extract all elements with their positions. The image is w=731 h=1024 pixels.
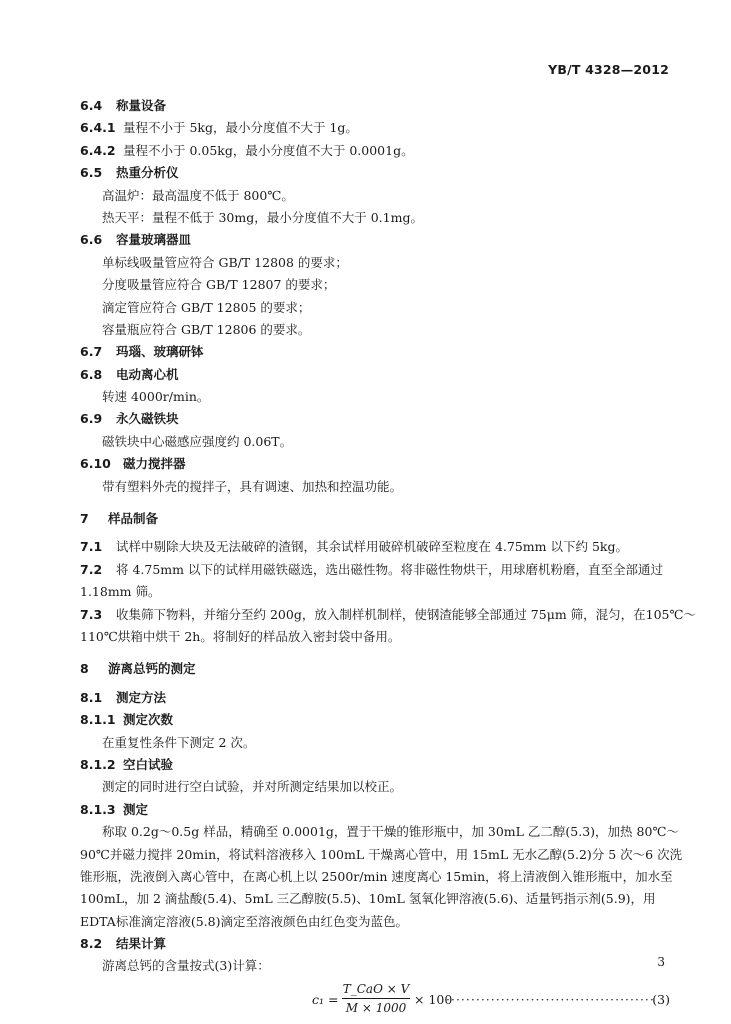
body-line: 100mL，加 2 滴盐酸(5.4)、5mL 三乙醇胺(5.5)、10mL 氢氧化钾溶液(5.6)、适量钙指示剂(5.9)，用 — [80, 891, 656, 907]
section-6-9 — [80, 408, 670, 430]
section-text: 量程不小于 5kg，最小分度值不大于 1g。 — [122, 120, 358, 136]
section-number: 6.4 — [80, 98, 103, 113]
section-title: 空白试验 — [122, 756, 173, 772]
section-title: 样品制备 — [107, 511, 158, 527]
section-number: 7.1 — [80, 539, 103, 555]
section-title: 磁力搅拌器 — [122, 456, 186, 472]
page-number: 3 — [657, 955, 665, 969]
section-number: 7.3 — [80, 606, 103, 622]
section-7 — [80, 508, 670, 530]
section-number: 8.1.1 — [80, 712, 116, 728]
section-number: 6.4.2 — [80, 142, 116, 158]
section-number: 8.1.2 — [80, 756, 116, 772]
section-title: 电动离心机 — [115, 366, 179, 382]
section-number: 6.8 — [80, 366, 103, 382]
section-title: 热重分析仪 — [115, 165, 179, 181]
section-6-5 — [80, 162, 670, 184]
section-8-1-3 — [80, 799, 670, 821]
section-6-4 — [80, 95, 670, 117]
document-id: YB/T 4328—2012 — [548, 62, 669, 77]
section-title: 测定次数 — [122, 712, 173, 728]
section-8-1 — [80, 687, 670, 709]
section-number: 6.9 — [80, 411, 103, 427]
equation-number: (3) — [652, 991, 670, 1007]
section-number: 8 — [80, 661, 89, 677]
section-8 — [80, 658, 670, 680]
section-title: 永久磁铁块 — [115, 411, 179, 427]
section-title: 称量设备 — [115, 98, 166, 113]
body-line: 带有塑料外壳的搅拌子，具有调速、加热和控温功能。 — [102, 478, 403, 494]
section-title: 容量玻璃器皿 — [115, 232, 191, 248]
section-number: 7.2 — [80, 561, 103, 577]
body-line: 110℃烘箱中烘干 2h。将制好的样品放入密封袋中备用。 — [80, 628, 401, 644]
body-line: EDTA标准滴定溶液(5.8)滴定至溶液颜色由红色变为蓝色。 — [80, 913, 408, 929]
section-6-4-1 — [80, 117, 670, 139]
body-line: 滴定管应符合 GB/T 12805 的要求； — [102, 299, 311, 315]
body-line: 游离总钙的含量按式(3)计算： — [102, 958, 270, 974]
section-title: 测定方法 — [115, 689, 166, 705]
body-line: 在重复性条件下测定 2 次。 — [102, 734, 256, 750]
section-number: 7 — [80, 511, 89, 527]
body-line: 1.18mm 筛。 — [80, 584, 161, 600]
section-number: 8.1 — [80, 689, 103, 705]
section-text: 试样中剔除大块及无法破碎的渣钢，其余试样用破碎机破碎至粒度在 4.75mm 以下约 5kg。 — [115, 539, 628, 555]
formula-numerator: T_CaO × V — [342, 980, 410, 999]
body-line: 磁铁块中心磁感应强度约 0.06T。 — [102, 433, 293, 449]
body-line: 锥形瓶，洗液倒入离心管中，在离心机上以 2500r/min 速度离心 15min，将上清液倒入锥形瓶中，加水至 — [80, 868, 673, 884]
section-6-6 — [80, 229, 670, 251]
section-text: 收集筛下物料，并缩分至约 200g，放入制样机制样，使钢渣能够全部通过 75μm 筛，混匀，在105℃～ — [115, 606, 696, 622]
section-title: 游离总钙的测定 — [107, 661, 196, 677]
section-number: 8.1.3 — [80, 801, 116, 817]
body-line: 转速 4000r/min。 — [102, 389, 210, 405]
section-6-10 — [80, 453, 670, 475]
section-8-1-2 — [80, 754, 670, 776]
section-number: 6.5 — [80, 165, 103, 181]
page-body — [80, 95, 696, 1022]
body-line: 分度吸量管应符合 GB/T 12807 的要求； — [102, 277, 336, 293]
section-text: 量程不小于 0.05kg，最小分度值不大于 0.0001g。 — [122, 142, 414, 158]
section-number: 6.6 — [80, 232, 103, 248]
section-title: 玛瑙、玻璃研钵 — [115, 344, 204, 360]
body-line: 容量瓶应符合 GB/T 12806 的要求。 — [102, 321, 311, 337]
formula-rhs: × 100 — [414, 991, 453, 1007]
section-7-3 — [80, 604, 696, 626]
body-line: 单标线吸量管应符合 GB/T 12808 的要求； — [102, 254, 348, 270]
body-line: 热天平：量程不低于 30mg，最小分度值不大于 0.1mg。 — [102, 209, 423, 225]
section-number: 6.7 — [80, 344, 103, 360]
body-line: 90℃并磁力搅拌 20min，将试料溶液移入 100mL 干燥离心管中，用 15mL 无水乙醇(5.2)分 5 次～6 次洗 — [80, 846, 683, 862]
section-number: 8.2 — [80, 936, 103, 952]
section-6-4-2 — [80, 140, 670, 162]
body-line: 测定的同时进行空白试验，并对所测定结果加以校正。 — [102, 779, 403, 795]
section-text: 将 4.75mm 以下的试样用磁铁磁选，选出磁性物。将非磁性物烘干，用球磨机粉磨，直至全部通过 — [115, 561, 663, 577]
body-line: 称取 0.2g～0.5g 样品，精确至 0.0001g，置于干燥的锥形瓶中，加 30mL 乙二醇(5.3)，加热 80℃～ — [102, 824, 679, 840]
formula-lhs: c₁ = — [312, 991, 339, 1007]
formula-denominator: M × 1000 — [345, 1000, 407, 1015]
section-title: 测定 — [122, 801, 148, 817]
body-line: 高温炉：最高温度不低于 800℃。 — [102, 187, 294, 203]
section-7-2 — [80, 559, 670, 581]
section-6-8 — [80, 364, 670, 386]
formula-3 — [80, 978, 670, 1022]
section-6-7 — [80, 341, 670, 363]
section-number: 6.10 — [80, 456, 111, 472]
section-number: 6.4.1 — [80, 120, 116, 136]
formula-leader-dots: ·········································· — [446, 991, 655, 1007]
section-title: 结果计算 — [115, 936, 166, 952]
section-8-2 — [80, 933, 670, 955]
section-7-1 — [80, 536, 670, 558]
section-8-1-1 — [80, 709, 670, 731]
formula-fraction — [342, 980, 410, 1017]
